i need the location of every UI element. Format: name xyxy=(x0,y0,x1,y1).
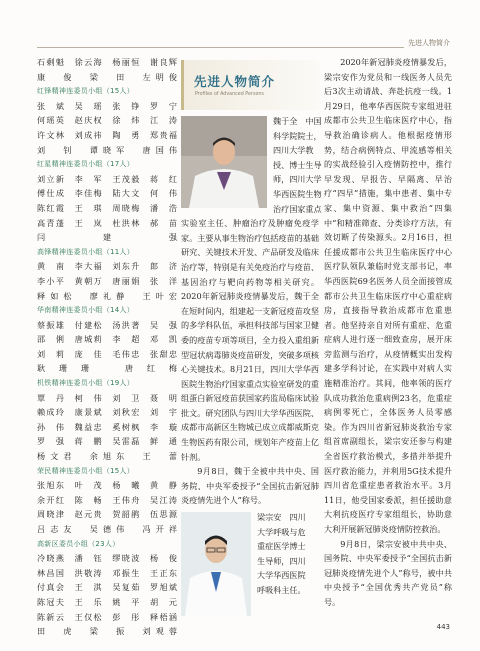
profile-liang-award: 9月8日，梁宗安被中共中央、国务院、中央军委授予“全国抗击新冠肺炎疫情先进个人”称号，被中共中央授予“全国优秀共产党员”称号。 xyxy=(324,538,452,607)
profile-wei-body: 实验室主任、肿瘤治疗及肿瘤免疫学家。主要从事生物治疗包括疫苗的基础研究、关键技术开发、产品研发及临床治疗等，特别是有关免疫治疗与疫苗、基因治疗与靶向药物等相关研究。2020年新冠肺炎疫情暴发后，魏于全在短时间内，组建起一支新冠疫苗攻坚的多学科队伍，承担科技部与国家卫健委的疫苗专项等项目，全力投入重组新型冠状病毒肺炎疫苗研发，突破多项核心关键技术。8月21日，四川大学华西医院生物治疗国家重点实验室研发的重组蛋白新冠疫苗获国家药监局临床试验批文。研究团队与四川大学华西医院、成都市高新区生物城已成立成都威斯克生物医药有限公司，规划年产疫苗上亿针剂。 xyxy=(181,218,319,462)
name-row: 傅仕成 李佳梅 陆大文 何 伟 xyxy=(37,188,177,199)
intro-line: 授、博士生导 xyxy=(273,159,322,170)
name-row: 赖成玲 康景斌 刘秋宏 刘 宇 xyxy=(37,407,177,418)
banner-title: 先进人物简介 xyxy=(194,74,276,89)
portrait-photo-wei xyxy=(181,116,267,208)
intro-line: 科学院院士， xyxy=(273,130,322,141)
group-heading: 华南精神连委员小组（14人） xyxy=(37,306,135,315)
intro-line: 呼吸科主任。 xyxy=(257,585,306,595)
name-row: 耿珊珊 唐红梅 xyxy=(37,363,177,374)
name-row: 余开红 陈 畅 王伟舟 吴江涛 xyxy=(37,494,177,505)
profile-liang-body: 2020年新冠肺炎疫情暴发后，梁宗安作为党员和一线医务人员先后3次主动请战、奔赴抗疫一线。1月29日，他率华西医院专家组进驻成都市公共卫生临床医疗中心，指导救治确诊病人。他根据疫情形势，结合病例特点、甲流感等相关的实战经验引入疫情防控中，推行早发现、早报告、早隔离、早治疗“四早”措施，集中患者、集中专家、集中资源、集中救治“四集中”和精准筛查、分类诊疗方法，有效切断了传染源头。2月16日，担任援成都市公共卫生临床医疗中心医疗队领队兼临时党支部书记，率华西医院69名医务人员全面接管成都市公共卫生临床医疗中心重症病房，直接指导救治成都市危重患者。他坚持亲自对所有重症、危重症病人进行逐一细致查房，展开床旁监测与治疗，从疫情概实出发构建多学科讨论，在实践中对病人实施精准治疗。其间，他率领的医疗队成功救治危重病例23名，危重症病例零死亡，全体医务人员零感染。作为四川省新冠肺炎救治专家组首席副组长，梁宗安还参与构建全省医疗救治模式，多措并举提升医疗救治能力，并利用5G技术提升四川省危重症患者救治水平。3月11日，他受国家委派，担任援助意大利抗疫医疗专家组组长，协助意大利开展新冠肺炎疫情防控救治。 xyxy=(324,57,452,534)
name-row: 许文林 刘成祎 陶 勇 郑贵福 xyxy=(37,129,177,140)
profile-wei-award: 9月8日，魏于全被中共中央、国务院、中央军委授予“全国抗击新冠肺炎疫情先进个人”称号。 xyxy=(181,466,319,506)
portrait-illustration xyxy=(181,512,251,616)
name-row: 覃 丹 柯 伟 刘 卫 聂 明 xyxy=(37,392,177,403)
intro-line: 梁宗安 四川 xyxy=(257,512,306,523)
group-heading: 红锋精神连委员小组（15人） xyxy=(37,87,135,96)
group-heading: 荣民精神连委员小组（15人） xyxy=(37,466,135,475)
middle-column xyxy=(181,60,322,618)
intro-line: 治疗国家重点 xyxy=(273,203,322,214)
name-row: 黄 南 李大福 刘东升 郎 济 xyxy=(37,261,177,272)
name-row: 田 虎 梁 振 刘观蓉 xyxy=(37,626,177,637)
name-row: 冷晓燕 潘 钰 缪晓波 杨 俊 xyxy=(37,553,177,564)
name-row: 陈新云 王仅松 彭 彤 释梧涵 xyxy=(37,611,177,622)
profile-liang-zongan xyxy=(181,510,319,598)
portrait-photo-liang xyxy=(181,512,251,616)
intro-line: 大学呼吸与危 xyxy=(257,526,306,537)
name-row: 刘立新 李 军 王茂毅 蒋 红 xyxy=(37,173,177,184)
name-row: 张 斌 吴 瑶 张 铮 罗 宁 xyxy=(37,100,177,111)
profiles-banner xyxy=(181,60,319,110)
name-row: 石剩魁 徐云海 杨丽恒 谢良辉 xyxy=(37,57,177,67)
name-row: 周晓津 赵元贵 贺韶鹃 伍思源 xyxy=(37,509,177,520)
group-heading: 机铁精神连委员小组（19人） xyxy=(37,379,135,388)
profile-wei-yuquan xyxy=(181,114,322,508)
name-row: 刘 钊 谭晓军 唐国伟 xyxy=(37,144,177,155)
header-rule xyxy=(37,47,450,48)
name-row: 闫建强 xyxy=(37,232,177,243)
name-row: 孙 伟 魏益忠 奚树枫 李 璇 xyxy=(37,421,177,432)
intro-line: 师，四川大学 xyxy=(273,174,322,185)
page-number: 443 xyxy=(436,623,450,631)
intro-line: 生导师，四川 xyxy=(257,555,306,566)
name-row: 陈红霞 王 琪 周晓梅 潘 浩 xyxy=(37,202,177,213)
group-heading: 红星精神连委员小组（17人） xyxy=(37,160,135,169)
name-row: 杨文君 余旭东 王 蕾 xyxy=(37,451,177,462)
name-row: 释如松 廖礼静 王叶宏 xyxy=(37,290,177,301)
name-row: 罗 强 蒋 鹏 吴雷磊 鲜 通 xyxy=(37,436,177,447)
group-heading: 高锋精神连委员小组（11人） xyxy=(37,247,135,256)
name-row: 林昌国 洪敬涛 邓振生 王正东 xyxy=(37,567,177,578)
name-row: 邵 俐 唐城莉 李 超 邓 凯 xyxy=(37,334,177,345)
name-row: 康 俊 梁 田 左明俊 xyxy=(37,71,177,82)
group-heading: 高新区委员小组（23人） xyxy=(37,539,120,548)
name-row: 陈冠夫 王 乐 姚 平 胡 元 xyxy=(37,596,177,607)
right-column xyxy=(324,55,452,610)
name-row: 张旭东 叶 茂 杨 曦 黄 静 xyxy=(37,480,177,491)
name-row: 高青蓬 王 岚 杜洪林 郝 苗 xyxy=(37,217,177,228)
intro-line: 华西医院生物 xyxy=(273,188,322,199)
intro-line: 魏于全 中国 xyxy=(273,116,322,126)
name-row: 李小平 黄朝万 唐丽娟 张 洋 xyxy=(37,275,177,286)
name-row: 蔡振雄 付建松 汤洪著 吴 强 xyxy=(37,319,177,330)
name-row: 吕志友 吴德伟 冯开祥 xyxy=(37,524,177,534)
portrait-illustration xyxy=(181,116,267,208)
name-row: 何瑶英 赵庆权 徐 炜 江 涛 xyxy=(37,115,177,126)
name-row: 刘 莉 庞 佳 毛伟忠 张甜忠 xyxy=(37,348,177,359)
section-title: 先进人物简介 xyxy=(404,38,450,48)
name-row: 付真会 王 淇 吴复茹 罗旭斌 xyxy=(37,582,177,593)
intro-line: 四川大学教 xyxy=(273,145,314,156)
banner-subtitle: Profiles of Advanced Persons xyxy=(195,92,264,97)
intro-line: 大学华西医院 xyxy=(257,570,306,581)
intro-line: 重症医学博士 xyxy=(257,541,306,552)
left-column-name-list xyxy=(37,55,177,639)
